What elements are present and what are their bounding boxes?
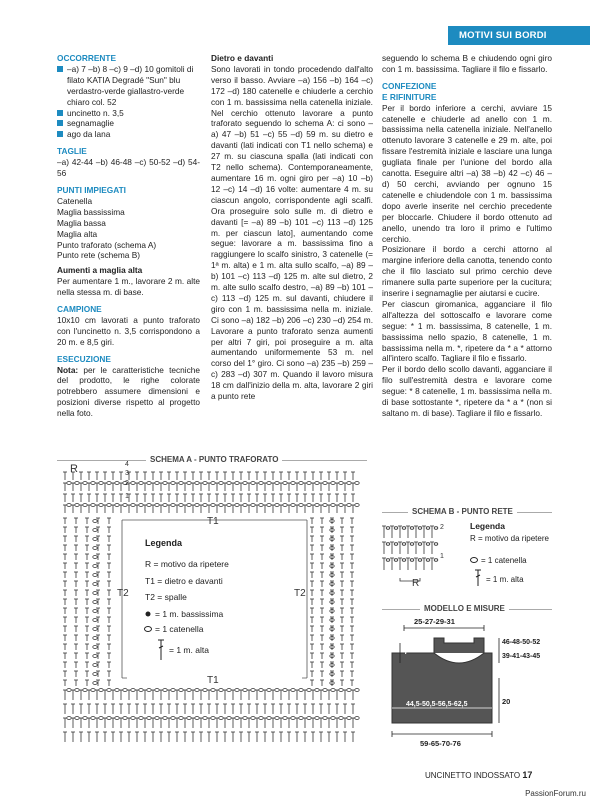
watermark: PassionForum.ru [525, 789, 586, 798]
schema-a-legend-malta: = 1 m. alta [169, 645, 209, 655]
schema-a-t1-bottom: T1 [207, 675, 219, 686]
occorrente-item [57, 129, 200, 140]
schema-a-row-1: 1 [125, 493, 129, 500]
section-tag: MOTIVI SUI BORDI [448, 26, 590, 45]
schema-b-row-2: 2 [440, 524, 444, 531]
schema-b-catenella-icon [471, 558, 478, 563]
rifiniture-heading: E RIFINITURE [382, 91, 437, 102]
punto-item: Maglia bassissima [57, 206, 125, 217]
schema-a-t2-left: T2 [117, 588, 129, 599]
column-3 [382, 53, 552, 419]
bassissima-symbol-icon [146, 612, 151, 617]
modello-diagram [384, 618, 554, 758]
posizionare-text: Posizionare il bordo a cerchi attorno al margine inferiore della canotta, tenendo conto che il filo lasciato sul primo cerchio deve rimanere sulla parte superiore per la cucitura; inserire i segnamaglie per aiutarsi e cucire. [382, 244, 552, 299]
schema-a-legend-t1: T1 = dietro e davanti [145, 576, 223, 586]
confezione-heading: CONFEZIONE [382, 80, 437, 91]
col3-intro: seguendo lo schema B e chiudendo ogni giro con 1 m. bassissima. Tagliare il filo e fissarlo. [382, 53, 552, 74]
aumenti-heading: Aumenti a maglia alta [57, 265, 143, 276]
schema-a-t1-top: T1 [207, 516, 219, 527]
schema-b-row-1: 1 [440, 553, 444, 560]
schema-a-r-label: R [70, 463, 78, 475]
punti-list [57, 196, 200, 261]
schema-a-row-3: 3 [125, 470, 129, 477]
measure-right-1: 46-48-50-52 [502, 639, 541, 646]
measure-bottom: 59-65-70-76 [420, 739, 461, 748]
scollo-text: Per il bordo dello scollo davanti, agganciare il filo sull'estremità destra e lavorare come segue: * 8 catenelle, 1 m. bassissima nella m. di base sottostante *, ripetere da * a * (non si saltano m. di base). Tagliare il filo e fissarlo. [382, 364, 552, 418]
bordo-inferiore-text: Per il bordo inferiore a cerchi, avviare 15 catenelle e chiuderle ad anello con 1 m. bassissima nella catenella iniziale. Nell'anello ottenuto lavorare 3 catenelle e 29 m. alte, poi fissare l'estremità iniziale e lasciare una lunga gugliata finale per l'unione del bordo alla canotta. Eseguire altri –a) 38 –b) 42 –c) 46 –d) 50 cerchi, avviando per ognuno 15 catenelle e chiudendole con 1 m. bassissima dopo averle inserite nel cerchio precedente per bloccarle. Chiudere il bordo ottenuto ad anello, unendo tra loro il primo e l'ultimo cerchio. [382, 102, 552, 244]
campione-heading: CAMPIONE [57, 304, 102, 315]
taglie-text: –a) 42-44 –b) 46-48 –c) 50-52 –d) 54-56 [57, 157, 200, 179]
column-2 [211, 53, 373, 402]
schema-a-title: SCHEMA A - PUNTO TRAFORATO [146, 455, 282, 464]
giromanica-text: Per ciascun giromanica, agganciare il filo all'altezza del sottoscalfo e lavorare come segue: * 1 m. bassissima, 8 catenelle, 1 m. bassissima nello spazio, 8 catenelle, 1 m. bassissima nella m. *, ripetere da * a * attorno all'intero scalfo. Tagliare il filo e fissarlo. [382, 298, 552, 364]
page-footer [425, 770, 532, 780]
dietro-davanti-heading: Dietro e davanti [211, 53, 274, 63]
modello-title: MODELLO E MISURE [420, 604, 509, 613]
bullet-square-icon [57, 66, 63, 72]
schema-b-legend-heading: Legenda [470, 521, 505, 531]
measure-top: 25-27-29-31 [414, 617, 455, 626]
taglie-heading: TAGLIE [57, 146, 87, 157]
campione-text: 10x10 cm lavorati a punto traforato con l'uncinetto n. 3,5 corrispondono a 20 m. e 8,5 giri. [57, 314, 200, 347]
schema-b-legend-r: R = motivo da ripetere [470, 534, 549, 543]
schema-b-legend-malta: = 1 m. alta [486, 575, 524, 584]
measure-7: 7 [404, 647, 409, 656]
column-1 [57, 53, 200, 419]
nota-body: per le caratteristiche tecniche del prodotto, le righe colorate potrebbero assumere dimensioni e posizioni diverse rispetto al progetto nella foto. [57, 364, 200, 419]
bullet-square-icon [57, 131, 63, 137]
measure-20: 20 [502, 697, 511, 706]
occorrente-item-text: uncinetto n. 3,5 [67, 107, 124, 118]
schema-a-legend-t2: T2 = spalle [145, 592, 187, 602]
schema-b-m-alta-icon [475, 570, 481, 586]
punto-item: Catenella [57, 195, 93, 206]
punti-heading: PUNTI IMPIEGATI [57, 184, 126, 195]
nota-label: Nota: [57, 364, 79, 375]
occorrente-item [57, 118, 200, 129]
schema-a-legend-mbass: = 1 m. bassissima [155, 609, 224, 619]
schema-b-legend-caten: = 1 catenella [481, 556, 527, 565]
magazine-name: UNCINETTO INDOSSATO [425, 771, 521, 780]
aumenti-text: Per aumentare 1 m., lavorare 2 m. alte nella stessa m. di base. [57, 276, 200, 298]
occorrente-item-text: ago da lana [67, 129, 111, 140]
measure-width: 44,5-50,5-56,5-62,5 [406, 701, 468, 708]
occorrente-item-text: segnamaglie [67, 118, 115, 129]
occorrente-heading: OCCORRENTE [57, 53, 117, 63]
bullet-square-icon [57, 120, 63, 126]
schema-a-row-4: 4 [125, 461, 129, 468]
punto-item: Maglia alta [57, 228, 98, 239]
schema-a-row-2: 2 [125, 480, 129, 487]
page-number: 17 [522, 770, 533, 780]
schema-a-diagram [57, 461, 367, 758]
schema-b-diagram [378, 518, 554, 590]
schema-b-r-label: R [412, 578, 420, 589]
schema-b-title: SCHEMA B - PUNTO RETE [408, 507, 517, 516]
punto-item: Maglia bassa [57, 217, 106, 228]
schema-a-legend-r: R = motivo da ripetere [145, 559, 229, 569]
occorrente-list [57, 64, 200, 140]
schema-a-t2-right: T2 [294, 588, 306, 599]
punto-item: Punto rete (schema B) [57, 250, 141, 261]
esecuzione-heading: ESECUZIONE [57, 353, 111, 364]
nota-text [57, 365, 200, 420]
schema-a-legend-caten: = 1 catenella [155, 624, 204, 634]
occorrente-item-text: –a) 7 –b) 8 –c) 9 –d) 10 gomitoli di filato KATIA Degradé "Sun" blu verdastro-verde giallastro-verde chiaro col. 52 [67, 63, 194, 107]
punto-item: Punto traforato (schema A) [57, 239, 157, 250]
occorrente-item [57, 108, 200, 119]
bullet-square-icon [57, 110, 63, 116]
measure-right-2: 39-41-43-45 [502, 653, 541, 660]
dietro-davanti-text: Sono lavorati in tondo procedendo dall'alto verso il basso. Avviare –a) 156 –b) 164 –c) 172 –d) 180 catenelle e chiuderle a cerchio con 1 m. bassissima nella catenella iniziale. Nel cerchio ottenuto lavorare a punto traforato seguendo lo schema A: ci sono –a) 47 –b) 51 –c) 55 –d) 59 m. su dietro e davanti (lati indicati con T1 nello schema) e 27 m. su ciascuna spalla (lati indicati con T2 nello schema). Contemporaneamente, aumentare 16 m. ogni giro per –a) 10 –b) 12 –c) 14 –d) 16 volte: aumentare 4 m. su ciascun angolo, corrispondente agli scalfi. Ora proseguire solo sulle m. di dietro e davanti [= –a) 89 –b) 101 –c) 113 –d) 125 m. per ciascun lato], aumentando come segue: lavorare a m. bassissima fino a raggiungere lo scalfo sinistro, 3 catenelle (= 1ª m. alta) e 1 m. alta sullo scalfo, –a) 89 –b) 101 –c) 113 –d) 125 m. alte sul dietro, 2 m. alte sullo scalfo destro, –a) 89 –b) 101 –c) 113 –d) 125 m. sul davanti, chiudere il giro con 1 m. bassissima nella m. iniziale. Ci sono –a) 182 –b) 206 –c) 230 –d) 254 m. Lavorare a punto traforato senza aumenti per altri 7 giri, poi proseguire a m. alta aumentando uniformemente 53 m. nel corso del 1° giro. Ci sono –a) 235 –b) 259 –c) 283 –d) 307 m. Quando il lavoro misura 18 cm dall'inizio della m. alta, lavorare 2 giri a punto rete [211, 63, 373, 402]
schema-a-legend-heading: Legenda [145, 538, 183, 548]
occorrente-item [57, 64, 200, 108]
